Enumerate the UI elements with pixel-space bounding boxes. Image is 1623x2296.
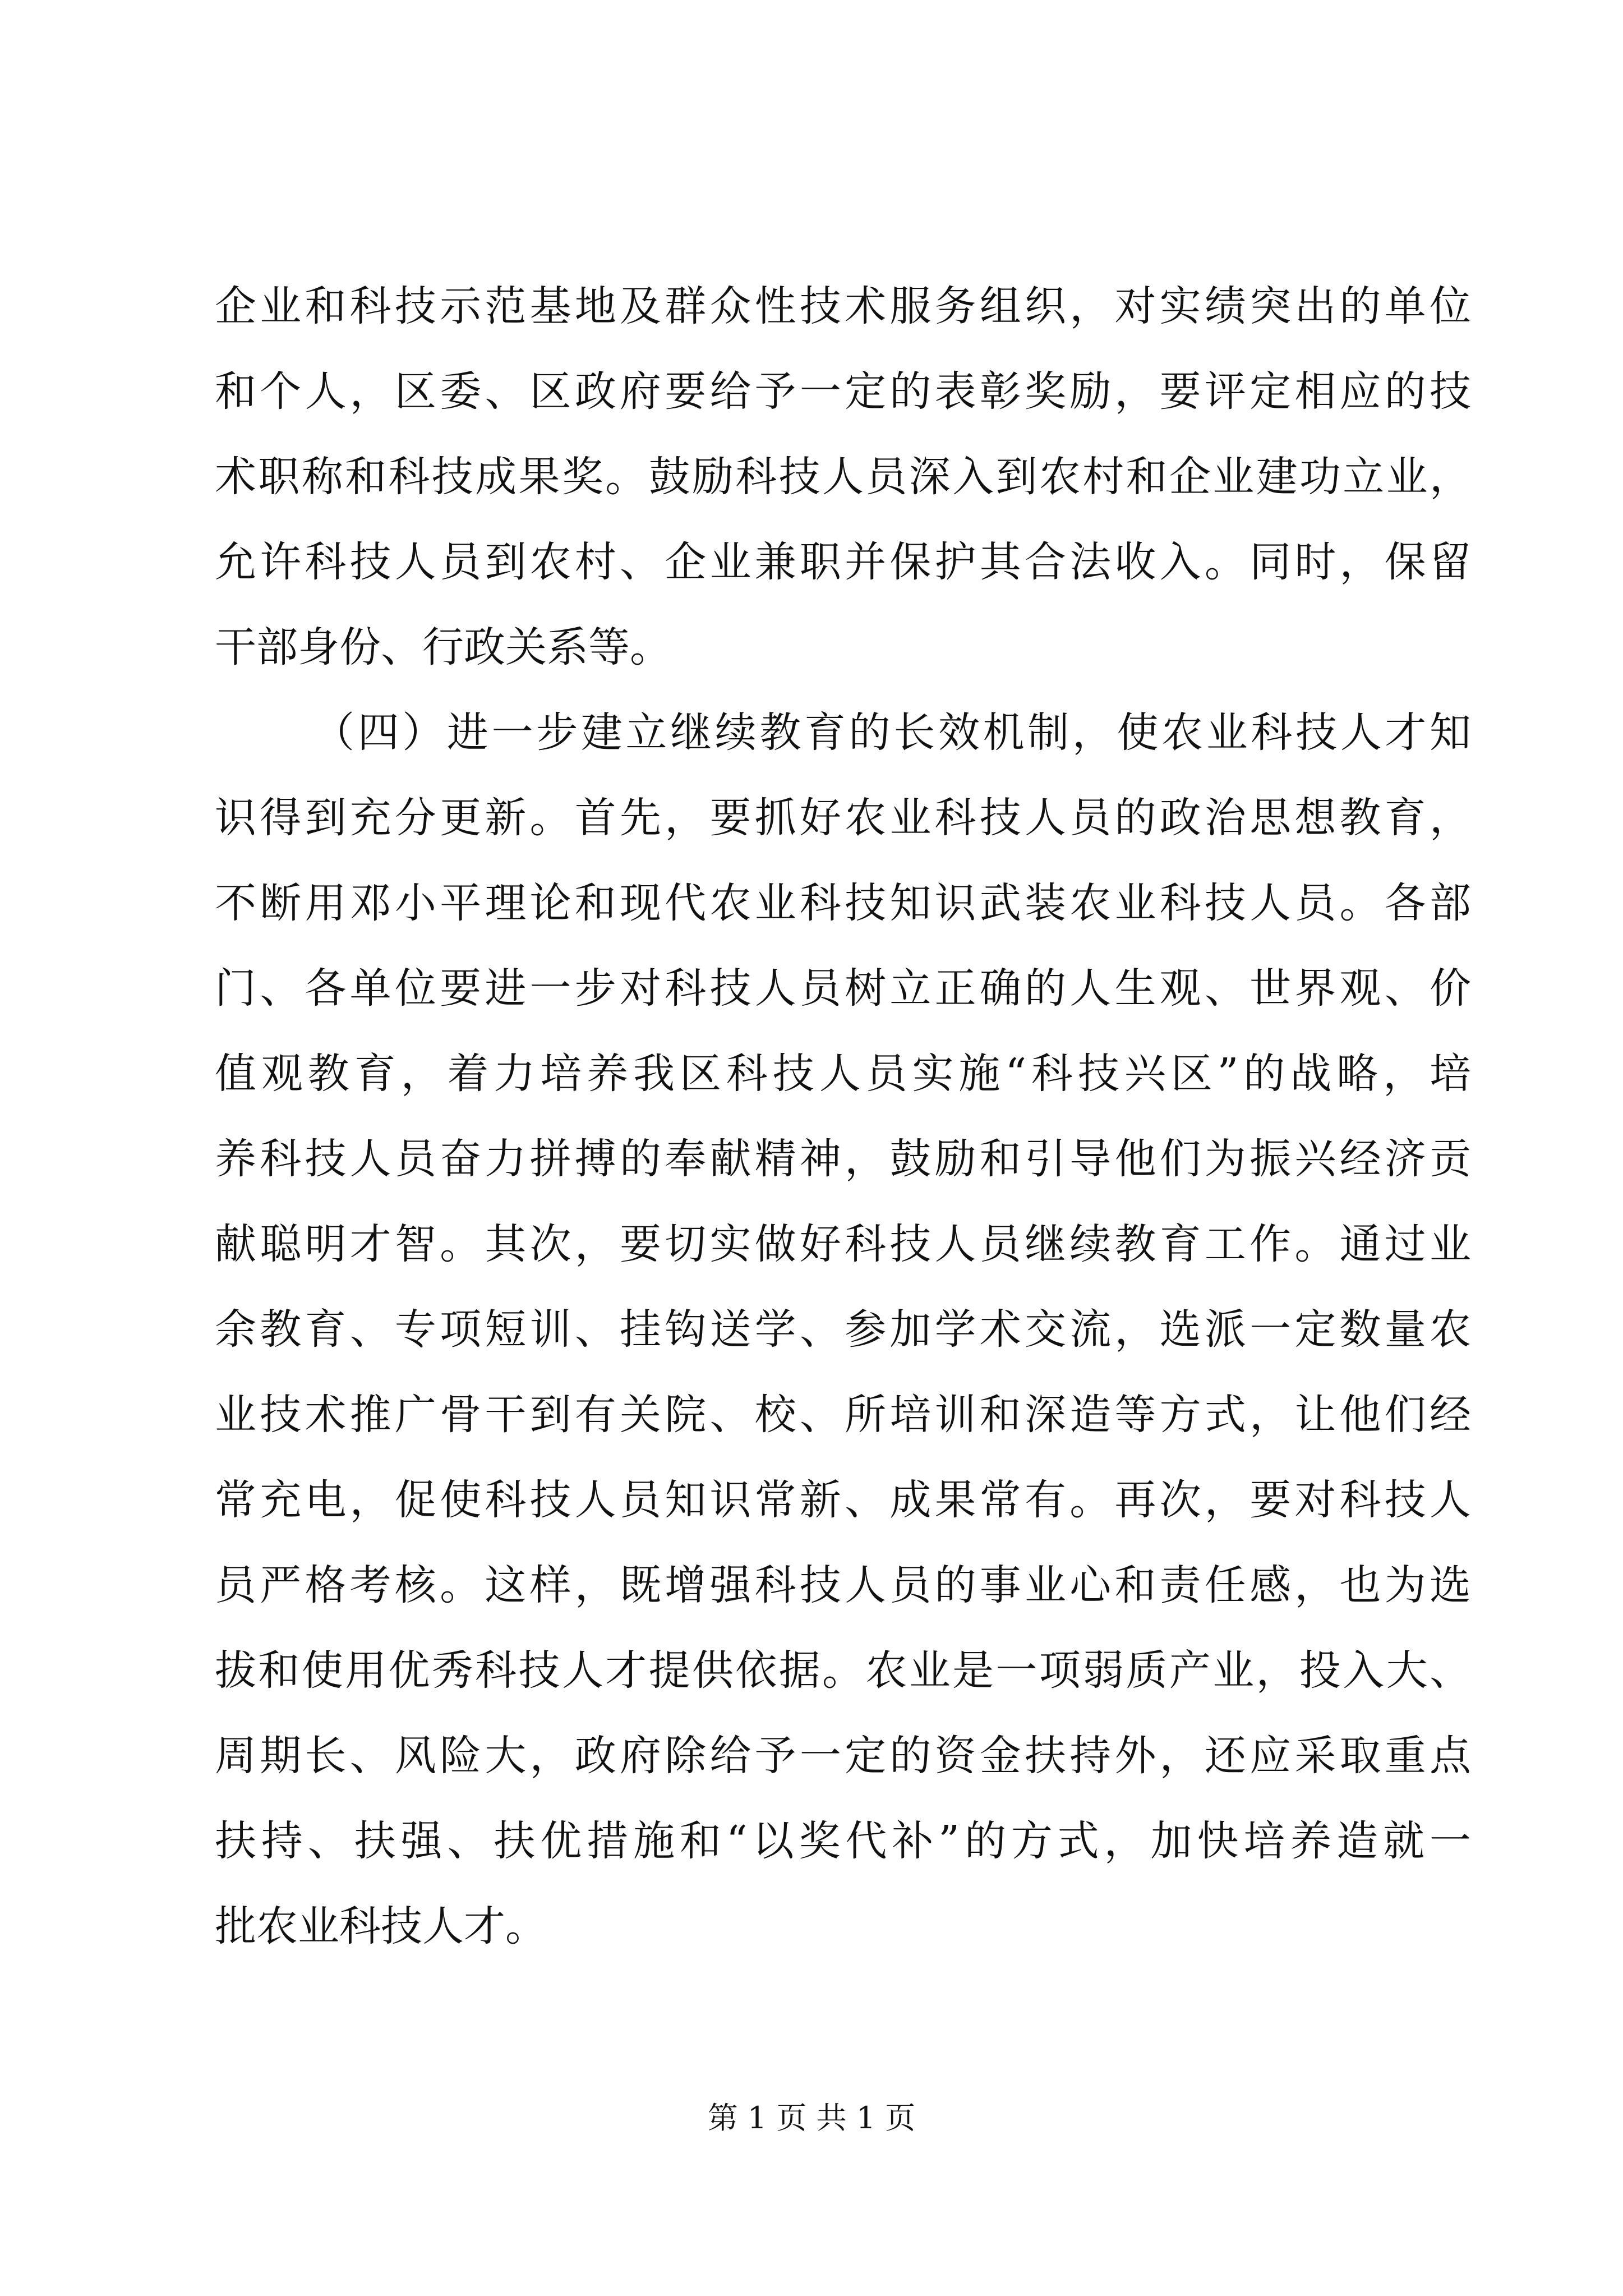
section-heading-line: （四）进一步建立继续教育的长效机制，使农业科技人才知 <box>313 708 1471 757</box>
text-line: 业技术推广骨干到有关院、校、所培训和深造等方式，让他们经 <box>215 1391 1471 1439</box>
document-body <box>215 264 1471 1969</box>
text-line: 批农业科技人才。 <box>215 1902 547 1950</box>
text-line: 余教育、专项短训、挂钩送学、参加学术交流，选派一定数量农 <box>215 1305 1471 1354</box>
text-line: 献聪明才智。其次，要切实做好科技人员继续教育工作。通过业 <box>215 1220 1471 1268</box>
text-line: 识得到充分更新。首先，要抓好农业科技人员的政治思想教育， <box>215 794 1471 842</box>
text-line: 术职称和科技成果奖。鼓励科技人员深入到农村和企业建功立业， <box>215 453 1471 501</box>
text-line: 允许科技人员到农村、企业兼职并保护其合法收入。同时，保留 <box>215 538 1471 586</box>
text-line: 扶持、扶强、扶优措施和“以奖代补”的方式，加快培养造就一 <box>215 1817 1471 1865</box>
text-line: 企业和科技示范基地及群众性技术服务组织，对实绩突出的单位 <box>215 282 1471 330</box>
text-line: 养科技人员奋力拼搏的奉献精神，鼓励和引导他们为振兴经济贡 <box>215 1135 1471 1183</box>
text-line: 员严格考核。这样，既增强科技人员的事业心和责任感，也为选 <box>215 1561 1471 1609</box>
text-line: 和个人，区委、区政府要给予一定的表彰奖励，要评定相应的技 <box>215 367 1471 416</box>
text-line: 门、各单位要进一步对科技人员树立正确的人生观、世界观、价 <box>215 964 1471 1013</box>
text-line: 不断用邓小平理论和现代农业科技知识武装农业科技人员。各部 <box>215 879 1471 927</box>
page-number-footer: 第 1 页 共 1 页 <box>707 2100 916 2136</box>
text-line: 周期长、风险大，政府除给予一定的资金扶持外，还应采取重点 <box>215 1732 1471 1780</box>
text-line: 干部身份、行政关系等。 <box>215 623 671 671</box>
text-line: 值观教育，着力培养我区科技人员实施“科技兴区”的战略，培 <box>215 1050 1471 1098</box>
text-line: 拔和使用优秀科技人才提供依据。农业是一项弱质产业，投入大、 <box>215 1646 1471 1695</box>
text-line: 常充电，促使科技人员知识常新、成果常有。再次，要对科技人 <box>215 1476 1471 1524</box>
